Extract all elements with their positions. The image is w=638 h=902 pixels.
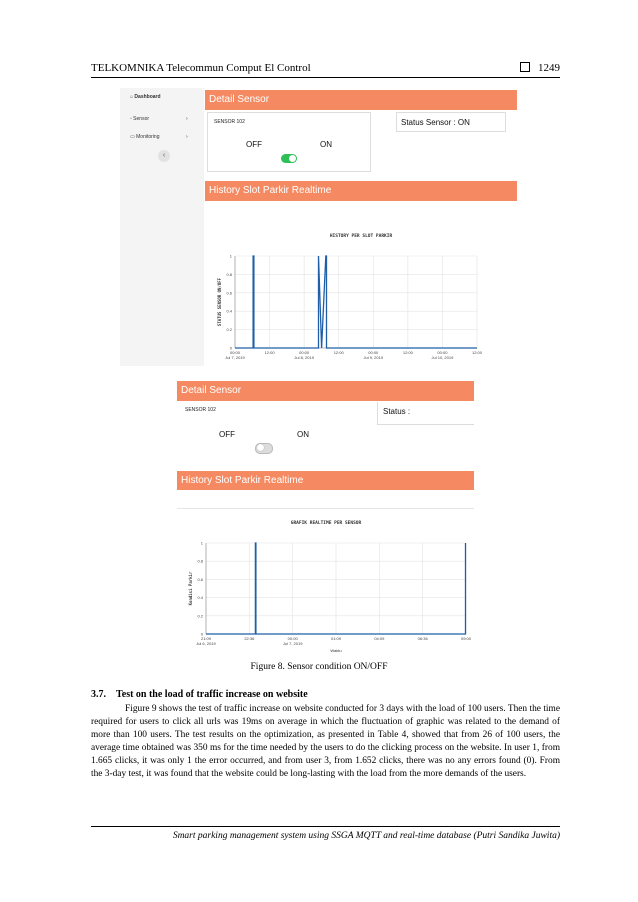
x-tick-label: 00:00	[287, 636, 298, 641]
y-tick-label: 0.4	[226, 308, 232, 314]
x-tick-label: 21:09	[200, 636, 212, 641]
page-footer: Smart parking management system using SSGA MQTT and real-time database (Putri Sandika Juwita)	[172, 831, 560, 841]
x-tick-label: Jul 9, 2019	[363, 355, 384, 360]
x-tick-label: 00:00	[368, 350, 379, 355]
sidebar-item-label: Monitoring	[136, 134, 160, 140]
x-tick-label: 00:00	[299, 350, 310, 355]
page-number-text: 1249	[538, 62, 560, 74]
checkbox-icon	[520, 62, 530, 72]
chevron-right-icon: ›	[186, 116, 188, 122]
x-tick-label: Jul 10, 2019	[431, 355, 454, 360]
sidebar-item-label: Sensor	[133, 116, 150, 122]
detail-sensor-header: Detail Sensor	[177, 381, 474, 401]
status-text: Status :	[383, 407, 411, 416]
grid-icon: ▫	[130, 116, 132, 122]
y-tick-label: 0.6	[197, 576, 203, 582]
y-tick-label: 1	[229, 253, 232, 259]
footer-rule	[91, 826, 560, 827]
toggle-knob	[289, 155, 296, 162]
sensor-card	[179, 402, 375, 464]
x-tick-label: 01:09	[330, 636, 342, 641]
sensor-toggle[interactable]	[255, 443, 273, 454]
sidebar-item-label: Dashboard	[134, 94, 161, 100]
y-tick-label: 0.2	[197, 613, 203, 619]
x-tick-label: Jul 7, 2019	[282, 641, 303, 646]
chart-title: GRAFIK REALTIME PER SENSOR	[290, 521, 362, 526]
section-title: Test on the load of traffic increase on website	[116, 689, 308, 700]
on-label: ON	[320, 140, 332, 149]
y-tick-label: 0	[200, 631, 203, 637]
x-tick-label: 09:00	[460, 636, 472, 641]
x-tick-label: 00:00	[229, 350, 241, 355]
sensor-toggle[interactable]	[281, 154, 297, 163]
x-axis-label: Waktu	[330, 648, 342, 652]
off-label: OFF	[246, 140, 262, 149]
off-label: OFF	[219, 430, 235, 439]
sidebar	[120, 88, 204, 366]
y-tick-label: 0.2	[226, 327, 232, 333]
sidebar-item-monitoring[interactable]	[130, 134, 188, 140]
x-tick-label: 12:00	[471, 350, 483, 355]
x-tick-label: Jul 6, 2019	[196, 641, 216, 646]
section-number: 3.7.	[91, 689, 106, 700]
history-header: History Slot Parkir Realtime	[205, 181, 517, 201]
status-card	[396, 112, 506, 132]
divider	[177, 508, 474, 509]
y-axis-label: Kondisi Parkir	[188, 571, 193, 606]
journal-header: TELKOMNIKA Telecommun Comput El Control	[91, 62, 311, 74]
chevron-right-icon: ›	[186, 134, 188, 140]
sidebar-collapse-button[interactable]: ‹	[158, 150, 170, 162]
home-icon: ⌂	[130, 94, 134, 100]
x-tick-label: 00:00	[437, 350, 448, 355]
sensor-card	[207, 112, 371, 172]
body-paragraph	[91, 703, 560, 781]
status-text: Status Sensor : ON	[401, 118, 470, 127]
y-tick-label: 0.6	[226, 290, 232, 296]
status-card	[377, 402, 474, 425]
x-tick-label: 12:00	[333, 350, 344, 355]
page-number	[520, 62, 560, 74]
x-tick-label: 04:09	[374, 636, 385, 641]
section-heading	[91, 689, 308, 700]
detail-sensor-header: Detail Sensor	[205, 90, 517, 110]
chart-title: HISTORY PER SLOT PARKIR	[329, 234, 393, 239]
x-tick-label: 12:00	[264, 350, 275, 355]
y-tick-label: 0.8	[226, 271, 232, 277]
sensor-name: SENSOR 102	[185, 407, 216, 413]
y-tick-label: 0	[229, 345, 232, 351]
paragraph-text: Figure 9 shows the test of traffic increase on website conducted for 3 days with the load of 100 users. Then the time required for users to click all urls was 19ms on average in which the fluctuation of graphic was related to the demand of more than 100 users. The test results on the optimization, as presented in Table 4, showed that from 26 of 100 users, the average time obtained was 350 ms for the time needed by the users to do the clicking process on the website. In user 1, from 1.665 clicks, it was only 1 the error occurred, and from user 3, from 1.652 clicks, there was no any errors found (0). From the 3-day test, it was found that the website could be long-lasting with the load from the more demands of the users.	[91, 704, 560, 779]
x-tick-label: Jul 8, 2019	[294, 355, 314, 360]
history-chart	[205, 206, 517, 366]
y-tick-label: 0.4	[197, 595, 203, 601]
x-tick-label: Jul 7, 2019	[225, 355, 245, 360]
history-header: History Slot Parkir Realtime	[177, 471, 474, 490]
toggle-knob	[257, 444, 264, 451]
series-line	[235, 256, 477, 348]
y-tick-label: 0.8	[197, 558, 203, 564]
x-tick-label: 22:36	[244, 636, 255, 641]
x-tick-label: 06:36	[417, 636, 428, 641]
y-axis-label: STATUS SENSOR ON/OFF	[217, 277, 222, 327]
x-tick-label: 12:00	[402, 350, 413, 355]
monitor-icon: ▭	[130, 134, 135, 140]
sidebar-item-sensor[interactable]	[130, 116, 188, 122]
y-tick-label: 1	[200, 540, 203, 546]
figure-caption: Figure 8. Sensor condition ON/OFF	[250, 662, 388, 672]
on-label: ON	[297, 430, 309, 439]
realtime-chart	[180, 512, 472, 652]
header-rule	[91, 77, 560, 78]
sidebar-item-dashboard[interactable]	[130, 94, 161, 100]
sensor-name: SENSOR 102	[214, 119, 245, 125]
